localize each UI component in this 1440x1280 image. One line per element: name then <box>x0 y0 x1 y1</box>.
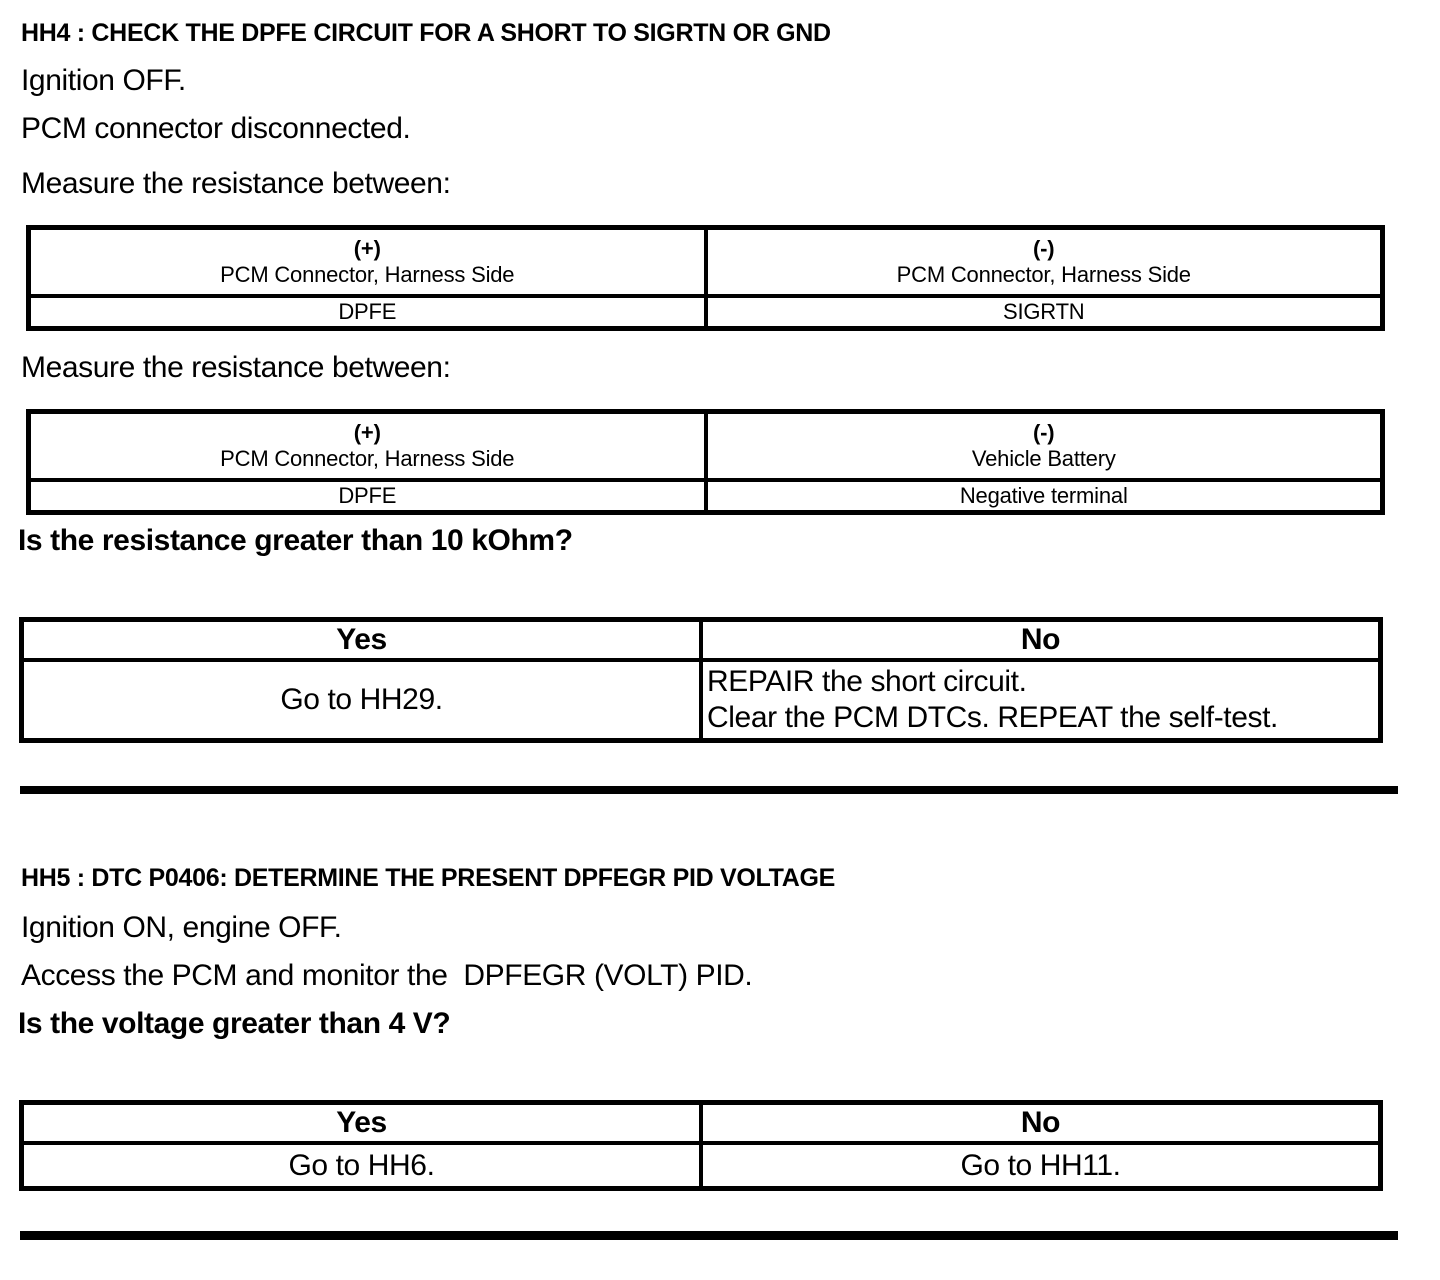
positive-lead-label: PCM Connector, Harness Side <box>220 261 515 287</box>
positive-lead-header-cell <box>29 228 706 297</box>
positive-sign: (+) <box>353 235 381 261</box>
negative-lead-label: PCM Connector, Harness Side <box>896 261 1191 287</box>
yes-action-cell: Go to HH29. <box>22 660 702 741</box>
yes-action-cell: Go to HH6. <box>22 1143 702 1189</box>
positive-sign: (+) <box>353 419 381 445</box>
no-action-line2: Clear the PCM DTCs. REPEAT the self-test. <box>707 701 1278 734</box>
resistance-table-2-grid <box>26 409 1385 515</box>
yes-header-cell: Yes <box>22 620 702 661</box>
negative-lead-header-cell <box>706 228 1383 297</box>
no-action-cell <box>701 660 1381 741</box>
table-header-row <box>29 228 1383 297</box>
hh4-resistance-table-1 <box>26 225 1385 331</box>
decision-header-row <box>22 620 1381 661</box>
hh4-resistance-table-2 <box>26 409 1385 515</box>
decision-table-grid <box>19 1100 1383 1191</box>
negative-pin-cell: Negative terminal <box>706 480 1383 513</box>
hh4-decision-table <box>19 617 1383 743</box>
negative-lead-header-cell <box>706 412 1383 481</box>
no-header-cell: No <box>701 1103 1381 1144</box>
hh4-measure1-label: Measure the resistance between: <box>21 167 451 200</box>
no-header-cell: No <box>701 620 1381 661</box>
positive-lead-header-cell <box>29 412 706 481</box>
positive-pin-cell: DPFE <box>29 296 706 329</box>
section-divider-rule <box>20 786 1398 794</box>
negative-lead-label: Vehicle Battery <box>971 445 1116 471</box>
positive-lead-label: PCM Connector, Harness Side <box>220 445 515 471</box>
table-header-row <box>29 412 1383 481</box>
negative-sign: (-) <box>1033 235 1055 261</box>
hh5-question-text: Is the voltage greater than 4 V? <box>18 1007 451 1040</box>
hh4-step-heading: HH4 : CHECK THE DPFE CIRCUIT FOR A SHORT TO SIGRTN OR GND <box>21 19 831 47</box>
decision-action-row <box>22 1143 1381 1189</box>
hh4-question-text: Is the resistance greater than 10 kOhm? <box>18 524 573 557</box>
no-action-cell: Go to HH11. <box>701 1143 1381 1189</box>
hh4-step1-text: Ignition OFF. <box>21 64 186 97</box>
table-value-row <box>29 296 1383 329</box>
hh5-step2-text: Access the PCM and monitor the DPFEGR (VOLT) PID. <box>21 959 753 992</box>
no-action-line1: REPAIR the short circuit. <box>707 665 1027 698</box>
negative-sign: (-) <box>1033 419 1055 445</box>
page-end-rule <box>20 1231 1398 1240</box>
decision-table-grid <box>19 617 1383 743</box>
resistance-table-1-grid <box>26 225 1385 331</box>
hh5-step-heading: HH5 : DTC P0406: DETERMINE THE PRESENT DPFEGR PID VOLTAGE <box>21 864 836 892</box>
decision-header-row <box>22 1103 1381 1144</box>
negative-pin-cell: SIGRTN <box>706 296 1383 329</box>
hh5-decision-table <box>19 1100 1383 1191</box>
hh4-step2-text: PCM connector disconnected. <box>21 112 411 145</box>
positive-pin-cell: DPFE <box>29 480 706 513</box>
yes-header-cell: Yes <box>22 1103 702 1144</box>
table-value-row <box>29 480 1383 513</box>
hh5-step1-text: Ignition ON, engine OFF. <box>21 911 342 944</box>
decision-action-row <box>22 660 1381 741</box>
hh4-measure2-label: Measure the resistance between: <box>21 351 451 384</box>
